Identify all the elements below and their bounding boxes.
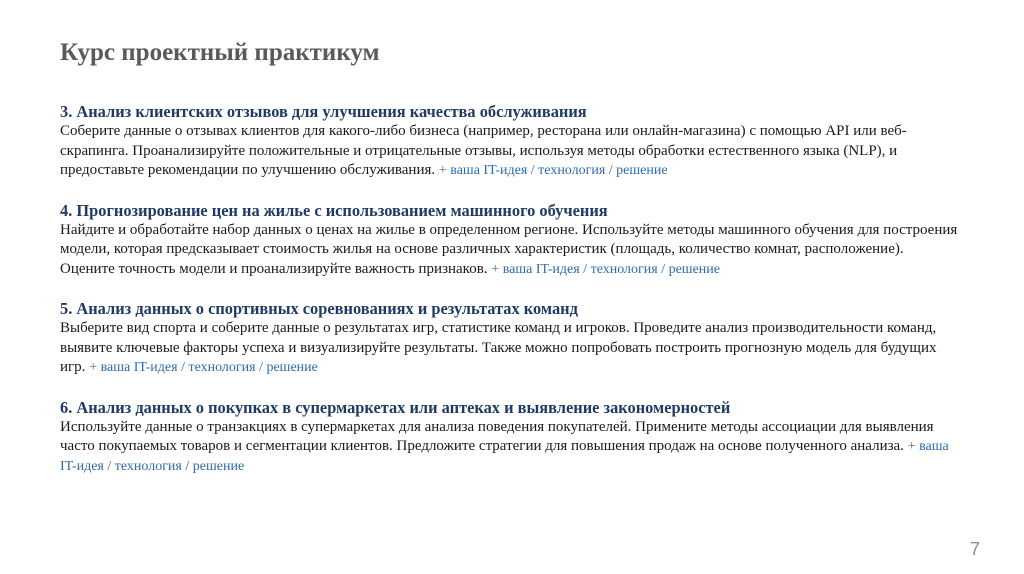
section-heading: 3. Анализ клиентских отзывов для улучшения качества обслуживания	[60, 102, 587, 121]
section-text: Найдите и обработайте набор данных о ценах на жилье в определенном регионе. Используйте методы машинного обучения для построения модели, которая предсказывает стоимость жилья на основе различных характеристик (площадь, количество комнат, расположение). Оцените точность модели и проанализируйте важность признаков.	[60, 221, 958, 277]
section-body	[60, 418, 960, 477]
section-heading: 4. Прогнозирование цен на жилье с использованием машинного обучения	[60, 200, 608, 220]
section-4	[60, 201, 974, 280]
section-text: Выберите вид спорта и соберите данные о результатах игр, статистике команд и игроков. Проведите анализ производительности команд, выявите ключевые факторы успеха и визуализируйте результаты. Также можно попробовать построить прогнозную модель для будущих игр.	[60, 320, 937, 375]
idea-link[interactable]: + ваша IT-идея / технология / решение	[438, 163, 668, 178]
idea-link[interactable]: + ваша IT-идея / технология / решение	[491, 261, 720, 277]
idea-link[interactable]: + ваша IT-идея / технология / решение	[60, 439, 949, 474]
slide-title: Курс проектный практикум	[60, 39, 380, 66]
section-6	[60, 398, 974, 477]
section-body	[60, 122, 960, 181]
section-3	[60, 102, 974, 181]
section-5	[60, 299, 974, 378]
section-body	[60, 221, 960, 280]
section-text: Используйте данные о транзакциях в супермаркетах для анализа поведения покупателей. Примените методы ассоциации для выявления часто покупаемых товаров и сегментации клиентов. Предложите стратегии для повышения продаж на основе полученного анализа.	[60, 418, 934, 454]
page-number: 7	[969, 539, 980, 559]
section-heading: 6. Анализ данных о покупках в супермаркетах или аптеках и выявление закономерностей	[60, 397, 731, 417]
section-body	[60, 319, 960, 378]
section-heading: 5. Анализ данных о спортивных соревнованиях и результатах команд	[60, 299, 578, 318]
idea-link[interactable]: + ваша IT-идея / технология / решение	[89, 360, 318, 375]
section-text: Соберите данные о отзывах клиентов для какого-либо бизнеса (например, ресторана или онлайн-магазина) с помощью API или веб-скрапинга. Проанализируйте положительные и отрицательные отзывы, используя методы обработки естественного языка (NLP), и предоставьте рекомендации по улучшению обслуживания.	[60, 123, 907, 178]
